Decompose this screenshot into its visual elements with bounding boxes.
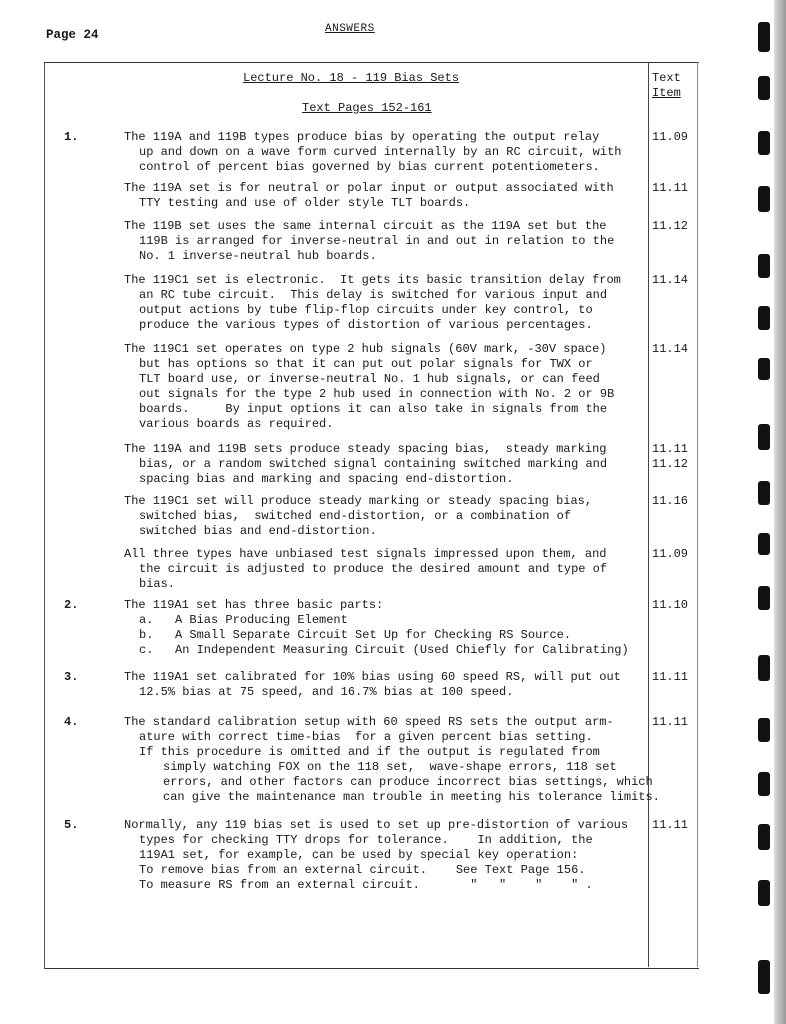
binding-mark: [758, 960, 770, 994]
answer-line: 12.5% bias at 75 speed, and 16.7% bias at 100 speed.: [139, 684, 514, 699]
text-item-value: 11.11: [652, 818, 689, 832]
answer-line: up and down on a wave form curved internally by an RC circuit, with: [139, 144, 622, 159]
answer-line: The 119A set is for neutral or polar input or output associated with: [124, 181, 614, 195]
text-item-header-line2: Item: [652, 86, 681, 100]
binding-mark: [758, 358, 770, 380]
binding-mark: [758, 718, 770, 742]
text-item-reference: [652, 130, 688, 145]
answer-line: control of percent bias governed by bias current potentiometers.: [139, 159, 600, 174]
answer-line: boards. By input options it can also take in signals from the: [139, 401, 608, 416]
answer-paragraph: [124, 181, 652, 211]
text-item-value: 11.10: [652, 598, 689, 612]
answer-line: 119B is arranged for inverse-neutral in and out in relation to the: [139, 233, 615, 248]
answer-line: switched bias and end-distortion.: [139, 523, 377, 538]
text-item-reference: [652, 818, 688, 833]
binding-mark: [758, 76, 770, 100]
answer-line: The 119C1 set is electronic. It gets its basic transition delay from: [124, 273, 621, 287]
answer-line: The 119A and 119B types produce bias by operating the output relay: [124, 130, 600, 144]
binding-mark: [758, 306, 770, 330]
answer-line: produce the various types of distortion of various percentages.: [139, 317, 593, 332]
answer-line: out signals for the type 2 hub used in connection with No. 2 or 9B: [139, 386, 615, 401]
answer-line: c. An Independent Measuring Circuit (Used Chiefly for Calibrating): [139, 642, 629, 657]
text-item-reference: [652, 273, 688, 288]
item-number: 5.: [64, 818, 79, 832]
answer-line: bias.: [139, 576, 176, 591]
answer-paragraph: [124, 442, 652, 487]
text-item-header: [652, 71, 681, 101]
answer-line: TTY testing and use of older style TLT boards.: [139, 195, 471, 210]
answer-line: types for checking TTY drops for tolerance. In addition, the: [139, 832, 593, 847]
page-title: ANSWERS: [325, 23, 375, 35]
answer-line: The 119C1 set will produce steady marking or steady spacing bias,: [124, 494, 593, 508]
answer-line: The 119A and 119B sets produce steady spacing bias, steady marking: [124, 442, 607, 456]
answer-line: can give the maintenance man trouble in meeting his tolerance limits.: [163, 789, 660, 804]
answer-line: Normally, any 119 bias set is used to set up pre-distortion of various: [124, 818, 629, 832]
answer-paragraph: [124, 715, 660, 804]
item-number: 2.: [64, 598, 79, 612]
text-item-reference: [652, 547, 688, 562]
answer-line: errors, and other factors can produce incorrect bias settings, which: [163, 774, 653, 789]
binding-edge: [774, 0, 786, 1024]
text-item-value: 11.11: [652, 442, 689, 456]
binding-mark: [758, 880, 770, 906]
text-item-header-line1: Text: [652, 71, 681, 85]
binding-mark: [758, 772, 770, 796]
answer-line: TLT board use, or inverse-neutral No. 1 hub signals, or can feed: [139, 371, 600, 386]
answer-line: an RC tube circuit. This delay is switched for various input and: [139, 287, 608, 302]
text-item-reference: [652, 494, 688, 509]
answer-paragraph: [124, 342, 652, 431]
answer-paragraph: [124, 219, 652, 264]
answer-line: 119A1 set, for example, can be used by special key operation:: [139, 847, 579, 862]
answer-line: If this procedure is omitted and if the output is regulated from: [139, 744, 600, 759]
text-item-value: 11.12: [652, 219, 689, 233]
answer-line: bias, or a random switched signal containing switched marking and: [139, 456, 608, 471]
answer-line: but has options so that it can put out polar signals for TWX or: [139, 356, 593, 371]
answer-line: The 119C1 set operates on type 2 hub signals (60V mark, -30V space): [124, 342, 607, 356]
answer-line: b. A Small Separate Circuit Set Up for Checking RS Source.: [139, 627, 572, 642]
text-item-value: 11.16: [652, 494, 689, 508]
text-item-reference: [652, 342, 688, 357]
answer-line: the circuit is adjusted to produce the desired amount and type of: [139, 561, 608, 576]
binding-mark: [758, 424, 770, 450]
text-item-value: 11.14: [652, 342, 689, 356]
answer-paragraph: [124, 494, 652, 539]
answer-line: To measure RS from an external circuit. " " " " .: [139, 877, 593, 892]
binding-mark: [758, 824, 770, 850]
text-item-reference: [652, 181, 688, 196]
binding-mark: [758, 131, 770, 155]
item-number: 3.: [64, 670, 79, 684]
page-number: Page 24: [46, 28, 99, 42]
binding-mark: [758, 254, 770, 278]
text-item-reference: [652, 670, 688, 685]
text-item-value: 11.11: [652, 715, 689, 729]
binding-mark: [758, 481, 770, 505]
item-number: 1.: [64, 130, 79, 144]
answer-paragraph: [124, 818, 652, 893]
lecture-heading: Lecture No. 18 - 119 Bias Sets: [243, 71, 460, 85]
binding-mark: [758, 186, 770, 212]
binding-mark: [758, 22, 770, 52]
answer-line: The 119A1 set calibrated for 10% bias using 60 speed RS, will put out: [124, 670, 621, 684]
binding-mark: [758, 533, 770, 555]
text-item-value: 11.09: [652, 130, 689, 144]
answer-line: All three types have unbiased test signals impressed upon them, and: [124, 547, 607, 561]
answer-paragraph: [124, 273, 652, 333]
answer-line: a. A Bias Producing Element: [139, 612, 348, 627]
answer-line: The 119B set uses the same internal circuit as the 119A set but the: [124, 219, 607, 233]
text-item-value: 11.14: [652, 273, 689, 287]
text-item-reference: [652, 715, 688, 730]
answer-line: simply watching FOX on the 118 set, wave-shape errors, 118 set: [163, 759, 617, 774]
answer-paragraph: [124, 130, 652, 175]
answer-line: The 119A1 set has three basic parts:: [124, 598, 384, 612]
answer-paragraph: [124, 670, 652, 700]
answer-line: spacing bias and marking and spacing end-distortion.: [139, 471, 514, 486]
answer-line: No. 1 inverse-neutral hub boards.: [139, 248, 377, 263]
answer-paragraph: [124, 547, 652, 592]
text-item-reference: [652, 598, 688, 613]
text-item-value: 11.11: [652, 670, 689, 684]
answer-line: output actions by tube flip-flop circuits under key control, to: [139, 302, 593, 317]
answer-line: switched bias, switched end-distortion, or a combination of: [139, 508, 572, 523]
answer-paragraph: [124, 598, 652, 658]
text-item-value: 11.12: [652, 457, 689, 471]
answer-line: ature with correct time-bias for a given percent bias setting.: [139, 729, 593, 744]
binding-mark: [758, 655, 770, 681]
text-pages-heading: Text Pages 152-161: [302, 101, 432, 115]
text-item-reference: [652, 442, 688, 472]
answer-line: To remove bias from an external circuit. See Text Page 156.: [139, 862, 586, 877]
answer-line: The standard calibration setup with 60 speed RS sets the output arm-: [124, 715, 614, 729]
binding-mark: [758, 586, 770, 610]
text-item-value: 11.09: [652, 547, 689, 561]
item-number: 4.: [64, 715, 79, 729]
frame-right-border: [697, 62, 698, 967]
answer-line: various boards as required.: [139, 416, 334, 431]
text-item-reference: [652, 219, 688, 234]
text-item-value: 11.11: [652, 181, 689, 195]
